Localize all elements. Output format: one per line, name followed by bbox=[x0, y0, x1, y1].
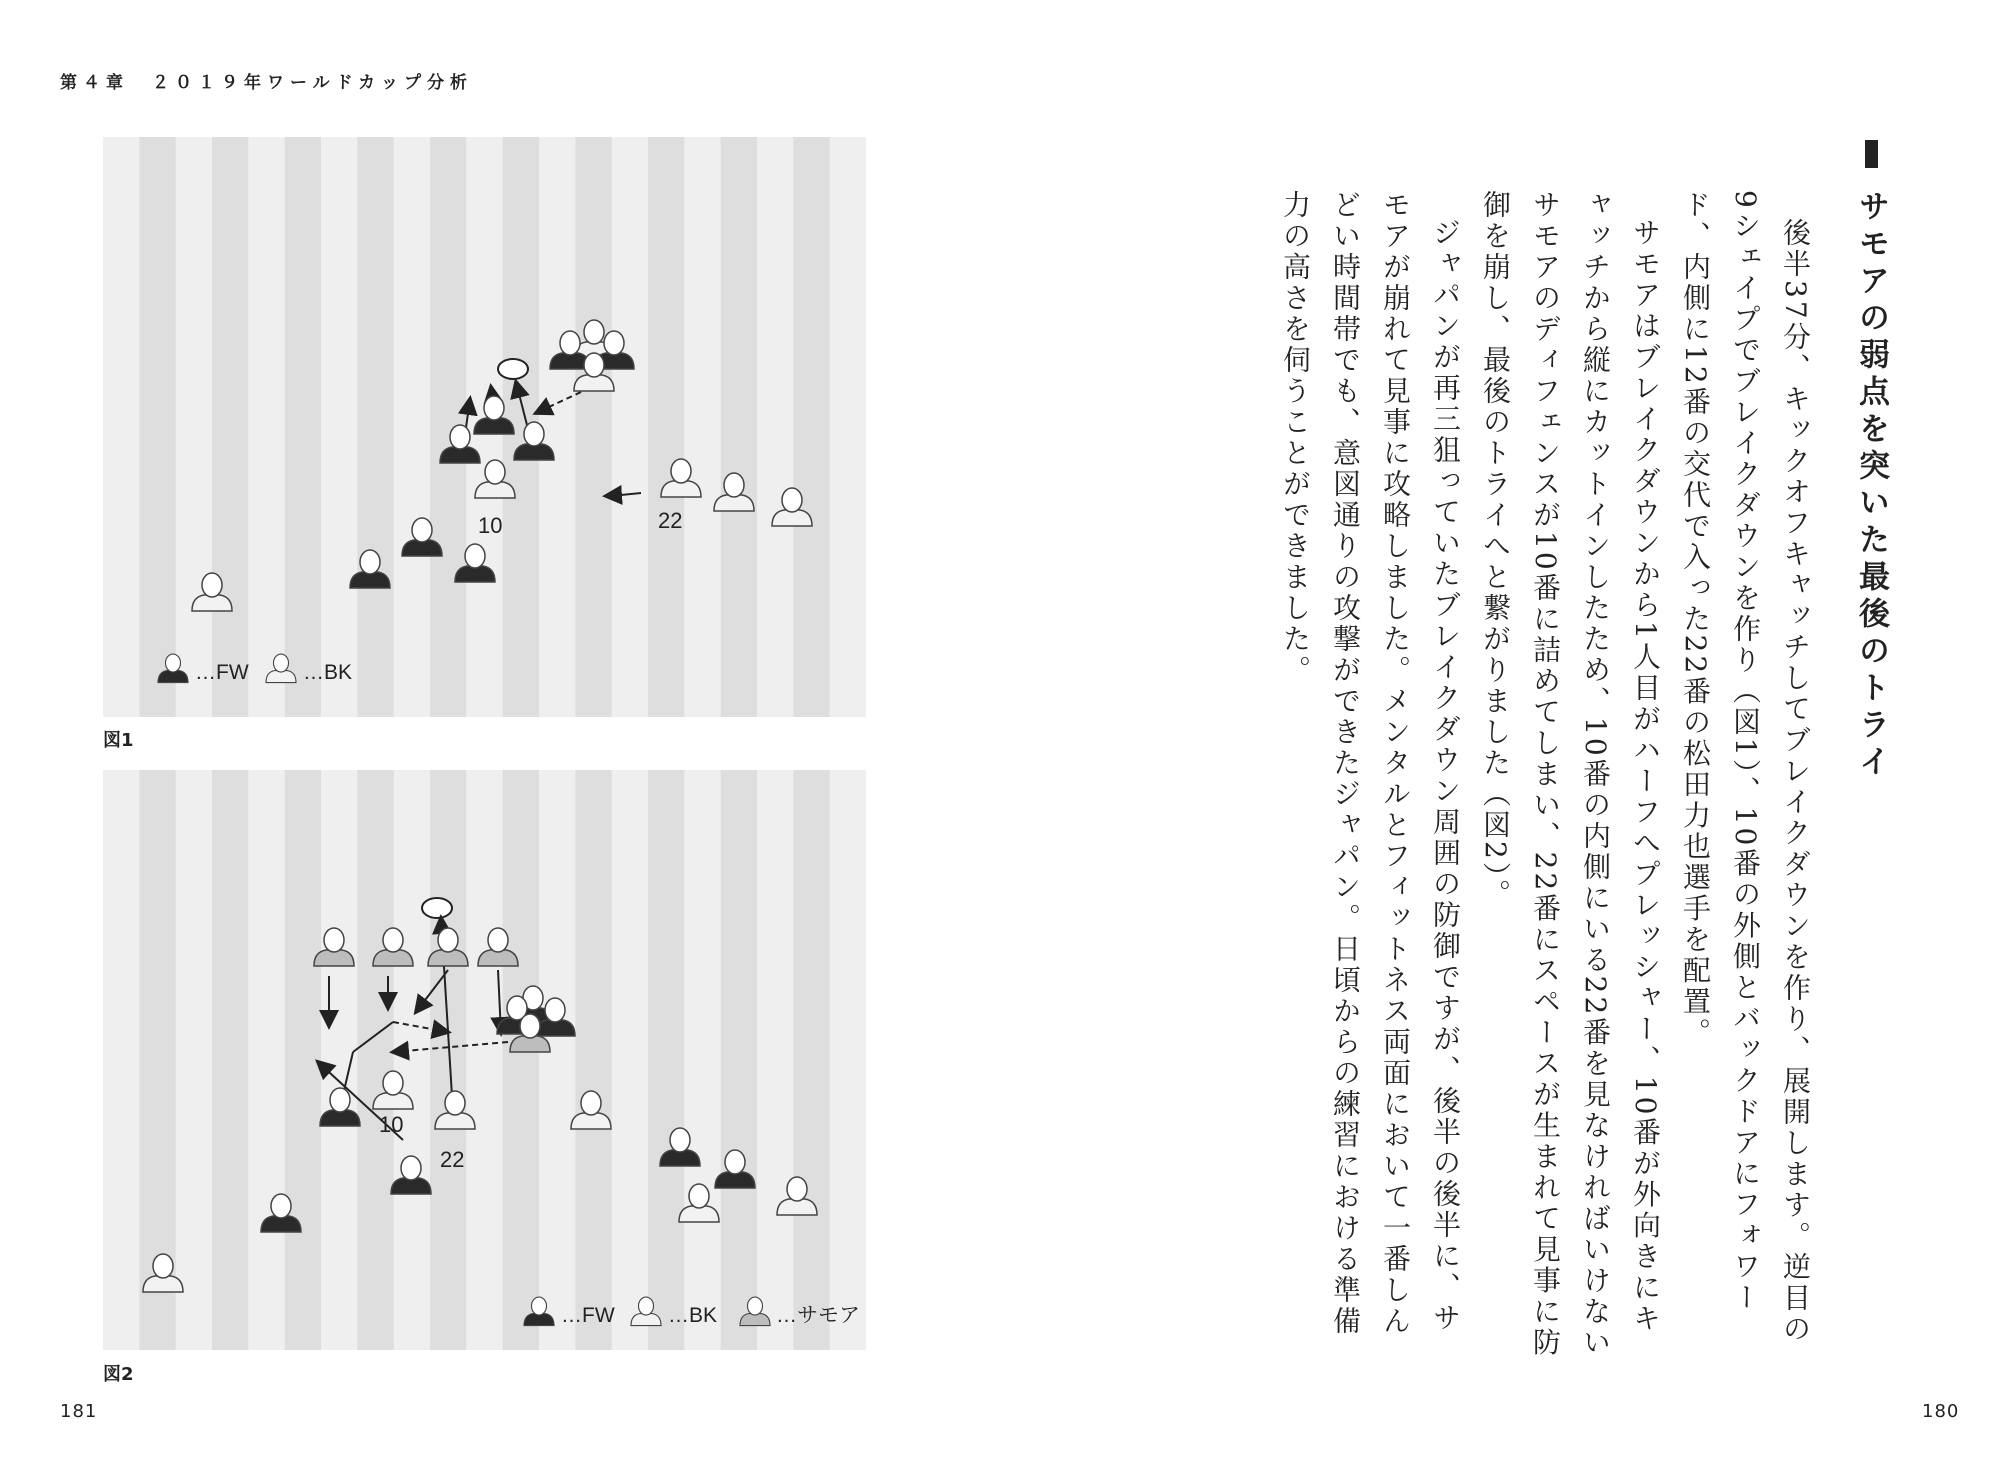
legend-fw: …FW bbox=[561, 1304, 615, 1327]
field-stripe bbox=[648, 770, 685, 1350]
field-stripe bbox=[285, 137, 322, 717]
field-stripe bbox=[321, 137, 358, 717]
ball bbox=[422, 898, 452, 918]
field-stripe bbox=[757, 137, 794, 717]
field-stripe bbox=[394, 137, 431, 717]
field-stripe bbox=[248, 137, 285, 717]
legend-samoa: …サモア bbox=[776, 1304, 860, 1327]
field-stripe bbox=[176, 770, 213, 1350]
field-stripe bbox=[830, 770, 866, 1350]
legend-fw: …FW bbox=[195, 661, 249, 684]
field-stripe bbox=[321, 770, 358, 1350]
figure-1-caption: 図1 bbox=[103, 730, 134, 751]
field-stripe bbox=[103, 770, 140, 1350]
chapter-header: 第４章 ２０１９年ワールドカップ分析 bbox=[60, 73, 473, 93]
legend-bk: …BK bbox=[668, 1304, 718, 1327]
field-stripe bbox=[757, 770, 794, 1350]
field-stripe bbox=[648, 137, 685, 717]
field-stripe bbox=[212, 770, 249, 1350]
player-label-22: 22 bbox=[658, 508, 683, 533]
field-stripe bbox=[539, 137, 576, 717]
page-number-left: 181 bbox=[60, 1401, 98, 1422]
paragraph: サモアはブレイクダウンから1人目がハーフへプレッシャー、10番が外向きにキャッチから縦にカットインしたため、10番の内側にいる22番を見なければいけないサモアのディフェンスが10番に詰めてしまい、22番にスペースが生まれて見事に防御を崩し、最後のトライへと繋がりました（図2）。 bbox=[1479, 190, 1662, 1359]
field-stripe bbox=[793, 770, 830, 1350]
title-marker bbox=[1865, 140, 1878, 168]
ball bbox=[498, 359, 528, 379]
paragraph: ジャパンが再三狙っていたブレイクダウン周囲の防御ですが、後半の後半に、サモアが崩れて見事に攻略しました。メンタルとフィットネス両面において一番しんどい時間帯でも、意図通りの攻撃ができたジャパン。日頃からの練習における準備力の高さを伺うことができました。 bbox=[1279, 190, 1462, 1337]
field-stripe bbox=[575, 137, 612, 717]
field-stripe bbox=[612, 770, 649, 1350]
field-stripe bbox=[684, 770, 721, 1350]
field-stripe bbox=[176, 137, 213, 717]
figure-2 bbox=[103, 770, 866, 1350]
paragraph: 後半37分、キックオフキャッチしてブレイクダウンを作り、展開します。逆目の9シェイプでブレイクダウンを作り（図1）、10番の外側とバックドアにフォワード、内側に12番の交代で入った22番の松田力也選手を配置。 bbox=[1679, 190, 1812, 1345]
body-text bbox=[1200, 190, 1820, 1360]
field-stripe bbox=[575, 770, 612, 1350]
field-stripe bbox=[684, 137, 721, 717]
field-stripe bbox=[466, 770, 503, 1350]
legend-bk: …BK bbox=[303, 661, 353, 684]
field-stripe bbox=[721, 137, 758, 717]
field-stripe bbox=[357, 137, 394, 717]
field-stripe bbox=[430, 770, 467, 1350]
field-stripe bbox=[830, 137, 866, 717]
field-stripe bbox=[139, 137, 176, 717]
field-stripe bbox=[539, 770, 576, 1350]
field-stripe bbox=[612, 137, 649, 717]
page-number-right: 180 bbox=[1922, 1401, 1960, 1422]
player-label-10: 10 bbox=[379, 1112, 404, 1137]
field-stripe bbox=[793, 137, 830, 717]
figure-2-caption: 図2 bbox=[103, 1364, 134, 1385]
run-arrow bbox=[606, 495, 621, 496]
field-stripe bbox=[103, 137, 140, 717]
field-stripe bbox=[212, 137, 249, 717]
field-stripe bbox=[248, 770, 285, 1350]
figure-1 bbox=[103, 137, 866, 717]
section-title: サモアの弱点を突いた最後のトライ bbox=[1852, 140, 1894, 820]
field-stripe bbox=[357, 770, 394, 1350]
field-stripe bbox=[721, 770, 758, 1350]
field-stripe bbox=[285, 770, 322, 1350]
field-stripe bbox=[394, 770, 431, 1350]
field-stripe bbox=[503, 770, 540, 1350]
player-label-10: 10 bbox=[478, 513, 503, 538]
player-label-22: 22 bbox=[440, 1147, 465, 1172]
